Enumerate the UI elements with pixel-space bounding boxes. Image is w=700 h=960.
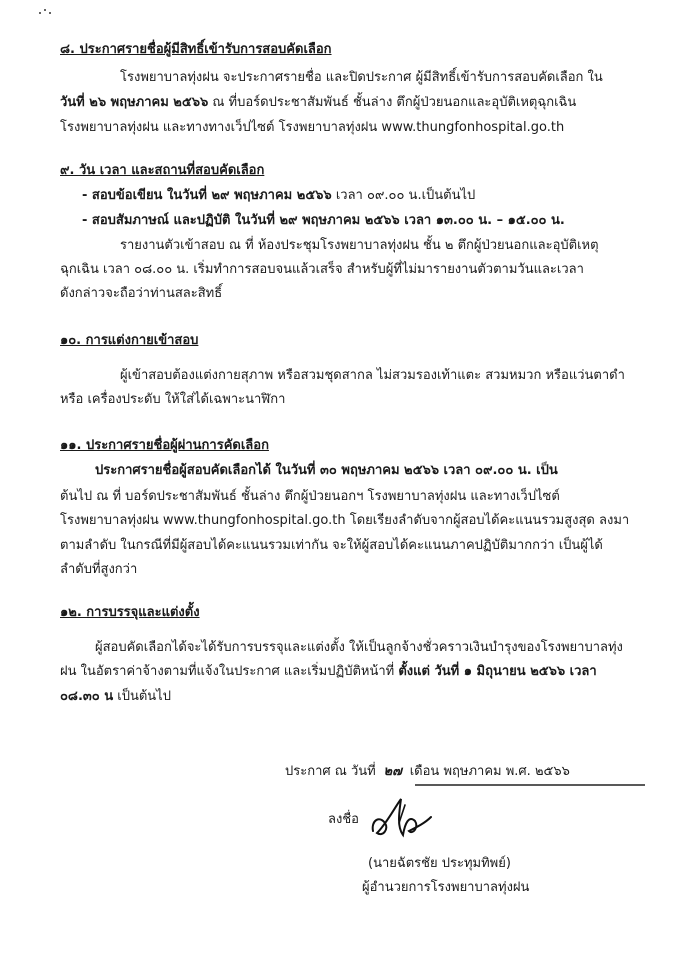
- section-12-line-1: ผู้สอบคัดเลือกได้จะได้รับการบรรจุและแต่งตั้ง ให้เป็นลูกจ้างชั่วคราวเงินบำรุงของโรงพยาบาลทุ่ง: [95, 640, 623, 655]
- signer-name: (นายฉัตรชัย ประทุมทิพย์): [368, 856, 511, 871]
- announce-month-year: เดือน พฤษภาคม พ.ศ. ๒๕๖๖: [409, 764, 570, 779]
- section-8-line-2: [60, 95, 576, 111]
- start-time: ๐๘.๓๐ น: [60, 689, 114, 704]
- announce-date-line: [285, 764, 570, 780]
- section-10-heading: ๑๐. การแต่งกายเข้าสอบ: [60, 333, 199, 348]
- section-11-line-3: โรงพยาบาลทุ่งฝน www.thungfonhospital.go.th โดยเรียงลำดับจากผู้สอบได้คะแนนรวมสูงสุด ลงมา: [60, 513, 630, 528]
- section-8-line-3: โรงพยาบาลทุ่งฝน และทางทางเว็ปไซต์ โรงพยาบาลทุ่งฝน www.thungfonhospital.go.th: [60, 120, 565, 135]
- section-8-date: วันที่ ๒๖ พฤษภาคม ๒๕๖๖: [60, 95, 209, 110]
- signed-label: ลงชื่อ: [328, 812, 359, 827]
- section-12-line-3: [60, 689, 171, 705]
- section-11-line-1: [95, 463, 558, 479]
- start-time-suffix: เป็นต้นไป: [113, 689, 171, 704]
- interview-date: - สอบสัมภาษณ์ และปฏิบัติ ในวันที่ ๒๙ พฤษภาคม ๒๕๖๖: [82, 213, 400, 228]
- section-9-heading: ๙. วัน เวลา และสถานที่สอบคัดเลือก: [60, 163, 265, 178]
- section-9-interview: [82, 213, 565, 229]
- start-date: ตั้งแต่ วันที่ ๑ มิถุนายน ๒๕๖๖ เวลา: [398, 664, 597, 679]
- announce-label: ประกาศ ณ วันที่: [285, 764, 376, 779]
- handwritten-signature: [365, 793, 443, 843]
- section-11-line-5: ลำดับที่สูงกว่า: [60, 562, 138, 577]
- section-8-line-1: โรงพยาบาลทุ่งฝน จะประกาศรายชื่อ และปิดประกาศ ผู้มีสิทธิ์เข้ารับการสอบคัดเลือก ใน: [120, 70, 603, 85]
- interview-time: เวลา ๑๓.๐๐ น. – ๑๕.๐๐ น.: [399, 213, 565, 228]
- section-11-heading: ๑๑. ประกาศรายชื่อผู้ผ่านการคัดเลือก: [60, 438, 269, 453]
- section-10-line-2: หรือ เครื่องประดับ ให้ใส่ได้เฉพาะนาฬิกา: [60, 392, 286, 407]
- scan-mark-dots: [38, 8, 52, 16]
- section-12-heading: ๑๒. การบรรจุและแต่งตั้ง: [60, 605, 200, 620]
- section-9-written-exam: [82, 188, 475, 204]
- section-10-line-1: ผู้เข้าสอบต้องแต่งกายสุภาพ หรือสวมชุดสากล ไม่สวมรองเท้าแตะ สวมหมวก หรือแว่นตาดำ: [120, 368, 625, 383]
- section-9-line-3: รายงานตัวเข้าสอบ ณ ที่ ห้องประชุมโรงพยาบาลทุ่งฝน ชั้น ๒ ตึกผู้ป่วยนอกและอุบัติเหตุ: [120, 238, 599, 253]
- result-announce-date: ประกาศรายชื่อผู้สอบคัดเลือกได้ ในวันที่ ๓๐ พฤษภาคม ๒๕๖๖: [95, 463, 439, 478]
- written-exam-time: เวลา ๐๙.๐๐ น.เป็นต้นไป: [331, 188, 476, 203]
- signer-title: ผู้อำนวยการโรงพยาบาลทุ่งฝน: [362, 880, 530, 895]
- section-9-line-4: ฉุกเฉิน เวลา ๐๘.๐๐ น. เริ่มทำการสอบจนแล้วเสร็จ สำหรับผู้ที่ไม่มารายงานตัวตามวันและเวลา: [60, 262, 584, 277]
- result-announce-time: เวลา ๐๙.๐๐ น. เป็น: [438, 463, 558, 478]
- section-8-location: ณ ที่บอร์ดประชาสัมพันธ์ ชั้นล่าง ตึกผู้ป่วยนอกและอุบัติเหตุฉุกเฉิน: [208, 95, 577, 110]
- section-9-line-5: ดังกล่าวจะถือว่าท่านสละสิทธิ์: [60, 286, 223, 301]
- section-12-line-2: [60, 664, 597, 680]
- written-exam-date: - สอบข้อเขียน ในวันที่ ๒๙ พฤษภาคม ๒๕๖๖: [82, 188, 332, 203]
- section-12-salary-text: ฝน ในอัตราค่าจ้างตามที่แจ้งในประกาศ และเริ่มปฏิบัติหน้าที่: [60, 664, 399, 679]
- section-11-line-2: ต้นไป ณ ที่ บอร์ดประชาสัมพันธ์ ชั้นล่าง ตึกผู้ป่วยนอกฯ โรงพยาบาลทุ่งฝน และทางเว็ปไซต์: [60, 489, 560, 504]
- signature-underline: [415, 782, 645, 788]
- section-8-heading: ๘. ประกาศรายชื่อผู้มีสิทธิ์เข้ารับการสอบคัดเลือก: [60, 42, 332, 57]
- section-11-line-4: ตามลำดับ ในกรณีที่มีผู้สอบได้คะแนนรวมเท่ากัน จะให้ผู้สอบได้คะแนนภาคปฏิบัติมากกว่า เป็นผู้ได้: [60, 538, 603, 553]
- announce-day: ๒๗: [383, 764, 402, 779]
